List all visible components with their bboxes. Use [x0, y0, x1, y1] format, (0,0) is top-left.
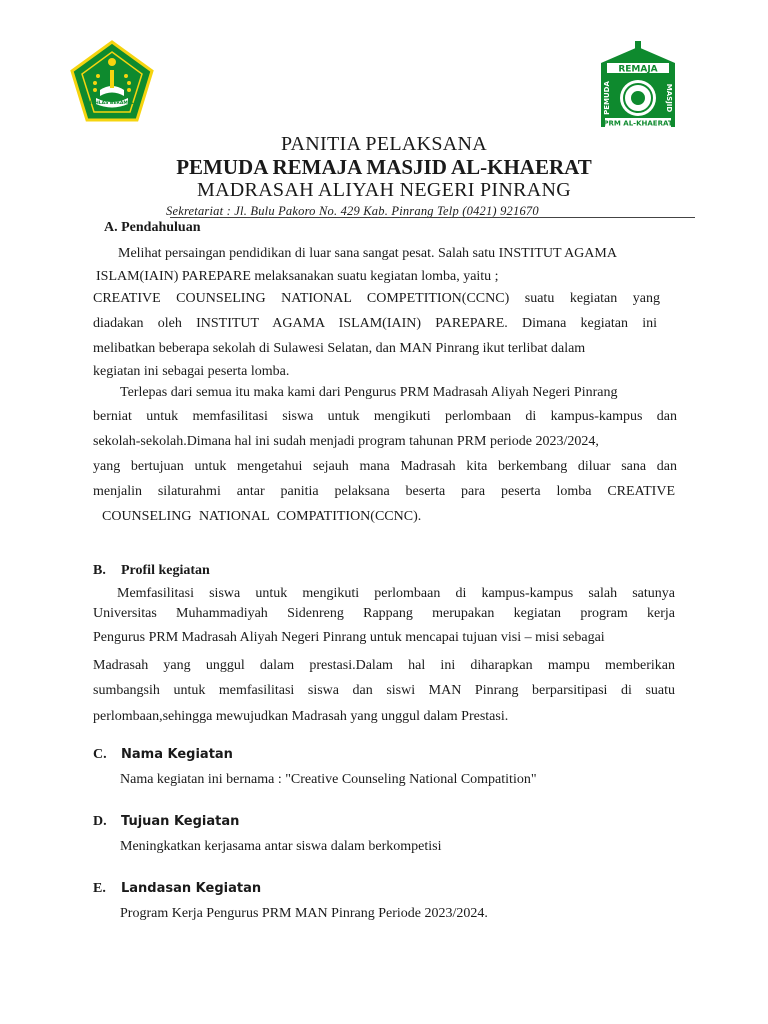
paragraph-line: Memfasilitasi siswa untuk mengikuti perlombaan di kampus-kampus salah satunya	[117, 586, 675, 601]
paragraph-line: menjalin silaturahmi antar panitia pelaksana beserta para peserta lomba CREATIVE	[93, 484, 675, 499]
paragraph-line: Melihat persaingan pendidikan di luar sana sangat pesat. Salah satu INSTITUT AGAMA	[118, 246, 617, 261]
paragraph-line: yang bertujuan untuk mengetahui sejauh mana Madrasah kita berkembang diluar sana dan	[93, 459, 677, 474]
section-c-title: C. Nama Kegiatan	[93, 747, 233, 762]
paragraph-line: CREATIVE COUNSELING NATIONAL COMPETITION(CCNC) suatu kegiatan yang	[93, 291, 660, 306]
header-school: MADRASAH ALIYAH NEGERI PINRANG	[196, 179, 571, 201]
section-e-title: E. Landasan Kegiatan	[93, 881, 262, 896]
svg-text:IKHLAS BERAMAL: IKHLAS BERAMAL	[89, 101, 135, 106]
paragraph-line: sumbangsih untuk memfasilitasi siswa dan siswi MAN Pinrang berparsitipasi di suatu	[93, 683, 675, 698]
section-b-title: B. Profil kegiatan	[93, 563, 210, 578]
paragraph-line: berniat untuk memfasilitasi siswa untuk mengikuti perlombaan di kampus-kampus dan	[93, 409, 677, 424]
header-divider	[170, 217, 695, 218]
header-committee: PANITIA PELAKSANA	[280, 133, 488, 155]
prm-al-khaerat-logo	[597, 41, 679, 133]
svg-text:REMAJA: REMAJA	[618, 64, 658, 75]
paragraph-line: melibatkan beberapa sekolah di Sulawesi Selatan, dan MAN Pinrang ikut terlibat dalam	[93, 341, 586, 356]
paragraph-line: sekolah-sekolah.Dimana hal ini sudah menjadi program tahunan PRM periode 2023/2024,	[93, 434, 599, 449]
svg-text:MASJID: MASJID	[665, 83, 673, 113]
header-address: Sekretariat : Jl. Bulu Pakoro No. 429 Kab. Pinrang Telp (0421) 921670	[166, 204, 539, 218]
paragraph-line: ISLAM(IAIN) PAREPARE melaksanakan suatu kegiatan lomba, yaitu ;	[96, 269, 499, 284]
section-e-text: Program Kerja Pengurus PRM MAN Pinrang Periode 2023/2024.	[120, 906, 488, 921]
svg-text:PEMUDA: PEMUDA	[603, 81, 611, 115]
paragraph-line: kegiatan ini sebagai peserta lomba.	[93, 364, 290, 379]
section-c-text: Nama kegiatan ini bernama : "Creative Counseling National Compatition"	[120, 772, 537, 787]
section-d-text: Meningkatkan kerjasama antar siswa dalam berkompetisi	[120, 839, 442, 854]
paragraph-line: perlombaan,sehingga mewujudkan Madrasah yang unggul dalam Prestasi.	[93, 709, 509, 724]
header-organization: PEMUDA REMAJA MASJID AL-KHAERAT	[176, 155, 592, 179]
paragraph-line: Pengurus PRM Madrasah Aliyah Negeri Pinrang untuk mencapai tujuan visi – misi sebagai	[93, 630, 605, 645]
paragraph-line: Universitas Muhammadiyah Sidenreng Rappang merupakan kegiatan program kerja	[93, 606, 675, 621]
svg-text:PRM AL-KHAERAT: PRM AL-KHAERAT	[603, 119, 673, 128]
paragraph-line: Madrasah yang unggul dalam prestasi.Dalam hal ini diharapkan mampu memberikan	[93, 658, 675, 673]
section-d-title: D. Tujuan Kegiatan	[93, 814, 240, 829]
paragraph-line: COUNSELING NATIONAL COMPATITION(CCNC).	[102, 509, 422, 524]
paragraph-line: diadakan oleh INSTITUT AGAMA ISLAM(IAIN) PAREPARE. Dimana kegiatan ini	[93, 316, 657, 331]
ministry-emblem-logo	[68, 40, 156, 124]
paragraph-line: Terlepas dari semua itu maka kami dari Pengurus PRM Madrasah Aliyah Negeri Pinrang	[120, 385, 618, 400]
section-a-title: A. Pendahuluan	[104, 220, 201, 235]
